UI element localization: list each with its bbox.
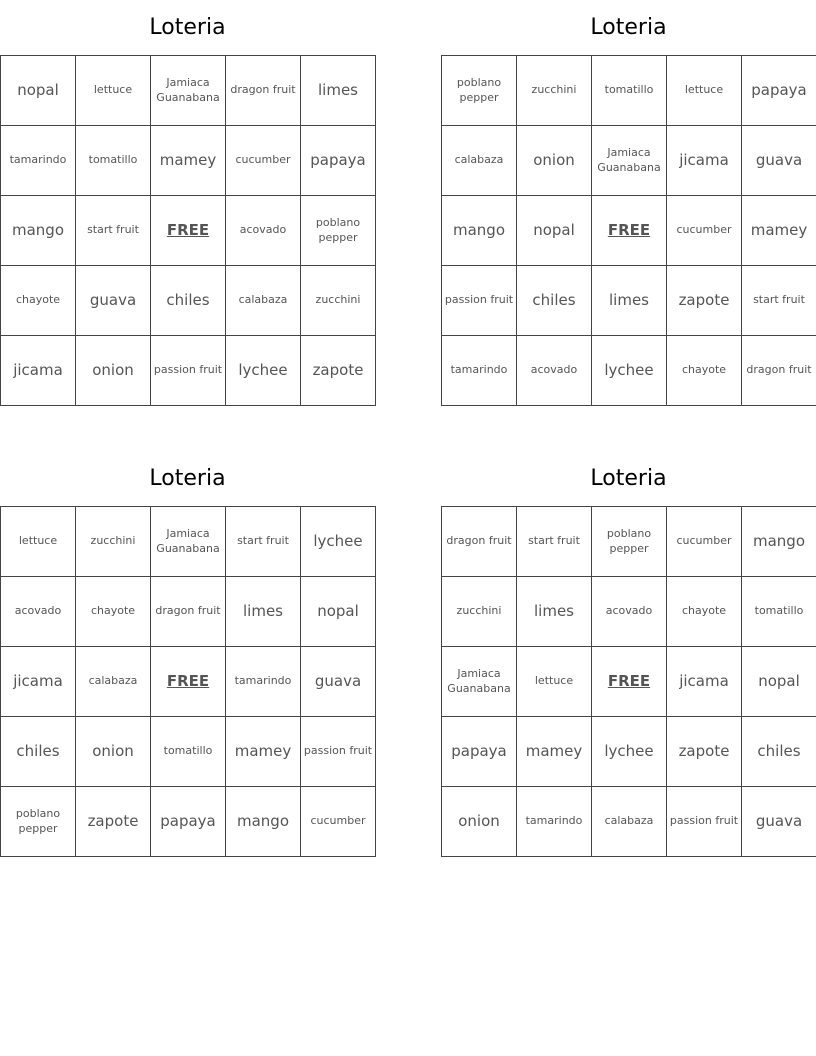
- grid-row: [1, 56, 376, 126]
- bingo-cell: acovado: [226, 196, 301, 266]
- bingo-cell: lettuce: [1, 507, 76, 577]
- bingo-grid: [0, 506, 376, 857]
- bingo-cell: passion fruit: [301, 717, 376, 787]
- bingo-cell: cucumber: [301, 787, 376, 857]
- bingo-cell: mango: [1, 196, 76, 266]
- bingo-cell: guava: [742, 787, 816, 857]
- bingo-cell: jicama: [1, 336, 76, 406]
- bingo-cell: tomatillo: [742, 577, 816, 647]
- bingo-cell: acovado: [592, 577, 667, 647]
- grid-row: [1, 507, 376, 577]
- bingo-cell: passion fruit: [442, 266, 517, 336]
- bingo-cell: tomatillo: [76, 126, 151, 196]
- bingo-cell: jicama: [667, 647, 742, 717]
- grid-row: [1, 336, 376, 406]
- bingo-cell: nopal: [517, 196, 592, 266]
- grid-row: [442, 717, 816, 787]
- bingo-cell: mango: [226, 787, 301, 857]
- bingo-cell: zapote: [667, 717, 742, 787]
- grid-row: [442, 196, 816, 266]
- bingo-cell: start fruit: [517, 507, 592, 577]
- bingo-cell: zapote: [667, 266, 742, 336]
- grid-row: [442, 266, 816, 336]
- bingo-cell: lychee: [301, 507, 376, 577]
- bingo-cell: start fruit: [76, 196, 151, 266]
- bingo-cell: tomatillo: [151, 717, 226, 787]
- grid-row: [442, 126, 816, 196]
- bingo-cell: poblano pepper: [442, 56, 517, 126]
- bingo-cell: lychee: [592, 717, 667, 787]
- bingo-cell: dragon fruit: [742, 336, 816, 406]
- grid-row: [1, 266, 376, 336]
- bingo-cell: poblano pepper: [1, 787, 76, 857]
- bingo-cell: start fruit: [226, 507, 301, 577]
- bingo-cell: calabaza: [442, 126, 517, 196]
- card-title: Loteria: [149, 466, 226, 491]
- grid-row: [442, 787, 816, 857]
- bingo-cell: acovado: [517, 336, 592, 406]
- free-space-cell: FREE: [592, 647, 667, 717]
- bingo-cell: limes: [301, 56, 376, 126]
- bingo-cell: nopal: [1, 56, 76, 126]
- bingo-cell: guava: [742, 126, 816, 196]
- bingo-cell: zucchini: [76, 507, 151, 577]
- bingo-card-4: [441, 451, 816, 857]
- bingo-cell: poblano pepper: [592, 507, 667, 577]
- bingo-cell: cucumber: [226, 126, 301, 196]
- bingo-cell: mamey: [517, 717, 592, 787]
- bingo-cell: Jamiaca Guanabana: [592, 126, 667, 196]
- bingo-cell: limes: [226, 577, 301, 647]
- bingo-cell: chayote: [667, 577, 742, 647]
- grid-row: [1, 577, 376, 647]
- bingo-cell: papaya: [301, 126, 376, 196]
- bingo-cell: chiles: [151, 266, 226, 336]
- bingo-cell: Jamiaca Guanabana: [151, 507, 226, 577]
- bingo-cell: chiles: [1, 717, 76, 787]
- bingo-cell: papaya: [151, 787, 226, 857]
- free-space-cell: FREE: [151, 196, 226, 266]
- bingo-cell: jicama: [1, 647, 76, 717]
- bingo-cell: zucchini: [517, 56, 592, 126]
- bingo-cell: guava: [301, 647, 376, 717]
- bingo-cell: chayote: [667, 336, 742, 406]
- bingo-cell: nopal: [301, 577, 376, 647]
- bingo-cell: lettuce: [667, 56, 742, 126]
- bingo-cell: chayote: [1, 266, 76, 336]
- bingo-cell: passion fruit: [151, 336, 226, 406]
- bingo-cell: tamarindo: [226, 647, 301, 717]
- bingo-cell: limes: [592, 266, 667, 336]
- bingo-cell: tamarindo: [442, 336, 517, 406]
- bingo-cell: Jamiaca Guanabana: [151, 56, 226, 126]
- bingo-cell: papaya: [442, 717, 517, 787]
- bingo-cell: chiles: [742, 717, 816, 787]
- card-title: Loteria: [590, 15, 667, 40]
- bingo-cell: dragon fruit: [226, 56, 301, 126]
- bingo-cell: nopal: [742, 647, 816, 717]
- grid-row: [442, 56, 816, 126]
- bingo-cell: tamarindo: [1, 126, 76, 196]
- bingo-cell: onion: [517, 126, 592, 196]
- bingo-card-2: [441, 0, 816, 406]
- bingo-cell: onion: [76, 717, 151, 787]
- bingo-cell: mango: [442, 196, 517, 266]
- bingo-cell: chayote: [76, 577, 151, 647]
- bingo-cell: poblano pepper: [301, 196, 376, 266]
- grid-row: [1, 196, 376, 266]
- grid-row: [1, 717, 376, 787]
- bingo-cell: cucumber: [667, 196, 742, 266]
- bingo-grid: [441, 506, 816, 857]
- bingo-card-3: [0, 451, 375, 857]
- grid-row: [442, 336, 816, 406]
- bingo-cell: mamey: [742, 196, 816, 266]
- bingo-cell: dragon fruit: [151, 577, 226, 647]
- bingo-cell: onion: [76, 336, 151, 406]
- bingo-cell: mamey: [151, 126, 226, 196]
- bingo-cell: zucchini: [442, 577, 517, 647]
- free-space-cell: FREE: [151, 647, 226, 717]
- bingo-cell: zucchini: [301, 266, 376, 336]
- bingo-grid: [0, 55, 376, 406]
- bingo-card-1: [0, 0, 375, 406]
- bingo-cell: chiles: [517, 266, 592, 336]
- bingo-cell: cucumber: [667, 507, 742, 577]
- grid-row: [442, 507, 816, 577]
- bingo-cell: Jamiaca Guanabana: [442, 647, 517, 717]
- bingo-cell: calabaza: [592, 787, 667, 857]
- bingo-cell: zapote: [301, 336, 376, 406]
- bingo-cell: lychee: [226, 336, 301, 406]
- bingo-cell: guava: [76, 266, 151, 336]
- bingo-cell: lettuce: [76, 56, 151, 126]
- bingo-cell: passion fruit: [667, 787, 742, 857]
- grid-row: [442, 577, 816, 647]
- card-title: Loteria: [590, 466, 667, 491]
- bingo-grid: [441, 55, 816, 406]
- bingo-cell: calabaza: [226, 266, 301, 336]
- bingo-cell: acovado: [1, 577, 76, 647]
- free-space-cell: FREE: [592, 196, 667, 266]
- bingo-cell: tamarindo: [517, 787, 592, 857]
- bingo-cell: mango: [742, 507, 816, 577]
- bingo-cell: lettuce: [517, 647, 592, 717]
- bingo-cell: start fruit: [742, 266, 816, 336]
- grid-row: [442, 647, 816, 717]
- bingo-cell: dragon fruit: [442, 507, 517, 577]
- grid-row: [1, 126, 376, 196]
- grid-row: [1, 647, 376, 717]
- bingo-cell: calabaza: [76, 647, 151, 717]
- bingo-cell: limes: [517, 577, 592, 647]
- card-title: Loteria: [149, 15, 226, 40]
- bingo-cell: papaya: [742, 56, 816, 126]
- grid-row: [1, 787, 376, 857]
- bingo-cell: lychee: [592, 336, 667, 406]
- bingo-cell: jicama: [667, 126, 742, 196]
- bingo-cell: zapote: [76, 787, 151, 857]
- bingo-cell: onion: [442, 787, 517, 857]
- bingo-cell: tomatillo: [592, 56, 667, 126]
- bingo-cell: mamey: [226, 717, 301, 787]
